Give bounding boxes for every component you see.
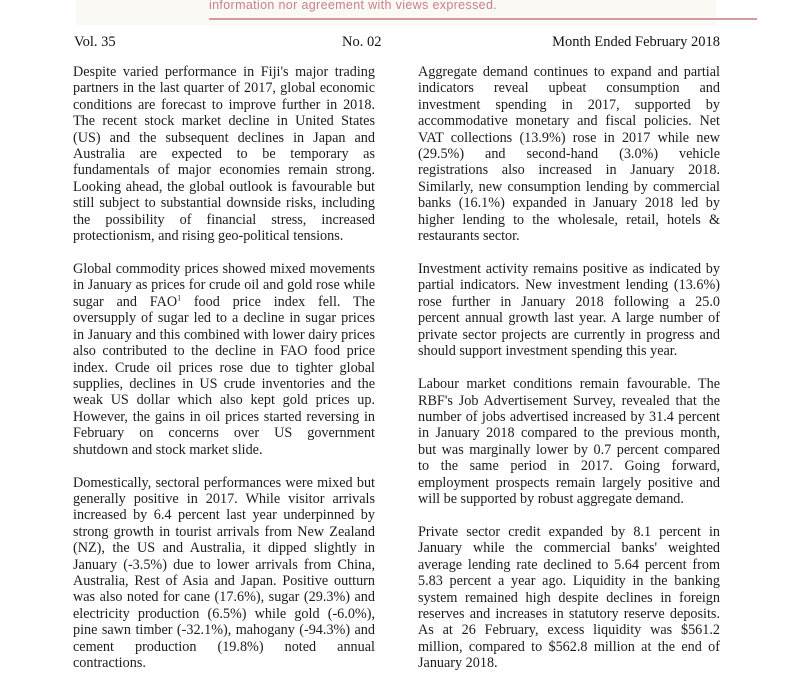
left-column xyxy=(73,64,375,688)
issue-number-label: No. 02 xyxy=(342,34,382,50)
issue-info-row xyxy=(74,34,720,52)
paragraph-domestic-sectors: Domestically, sectoral performances were mixed but generally positive in 2017. While visitor arrivals increased by 6.4 percent last year underpinned by strong growth in tourist arrivals from New Zealand (NZ), the US and Australia, it dipped slightly in January (-3.5%) due to lower arrivals from China, Australia, Rest of Asia and Japan. Positive outturn was also noted for cane (17.6%), sugar (29.3%) and electricity production (6.5%) while gold (-6.0%), pine sawn timber (-32.1%), mahogany (-94.3%) and cement production (19.8%) noted annual contractions. xyxy=(73,474,375,671)
commodity-text-before: Global commodity prices showed mixed movements in January as prices for crude oil and gold rose while sugar and FAO xyxy=(73,261,375,310)
right-column xyxy=(418,64,720,688)
commodity-text-after: food price index fell. The oversupply of sugar led to a decline in sugar prices in January and this combined with lower dairy prices also contributed to the decline in FAO food price index. Crude oil prices rose due to tighter global supplies, declines in US crude inventories and the weak US dollar which also kept gold prices up. However, the gains in oil prices started reversing in February on concerns over US government shutdown and stock market slide. xyxy=(73,293,375,458)
paragraph-aggregate-demand: Aggregate demand continues to expand and partial indicators reveal upbeat consumption and investment spending in 2017, supported by accommodative monetary and fiscal policies. Net VAT collections (13.9%) rose in 2017 while new (29.5%) and second-hand (3.0%) vehicle registrations also increased in January 2018. Similarly, new consumption lending by commercial banks (16.1%) expanded in January 2018 led by higher lending to the wholesale, retail, hotels & restaurants sector. xyxy=(418,64,720,245)
paragraph-labour-market: Labour market conditions remain favourable. The RBF's Job Advertisement Survey, revealed that the number of jobs advertised increased by 31.4 percent in January 2018 compared to the previous month, but was marginally lower by 0.7 percent compared to the same period in 2017. Going forward, employment prospects remain largely positive and will be supported by robust aggregate demand. xyxy=(418,376,720,507)
header-divider xyxy=(209,18,757,20)
footnote-marker: 1 xyxy=(177,293,182,303)
period-label: Month Ended February 2018 xyxy=(552,34,720,50)
paragraph-commodity-prices xyxy=(73,261,375,458)
paragraph-global-outlook: Despite varied performance in Fiji's major trading partners in the last quarter of 2017, global economic conditions are forecast to improve further in 2018. The recent stock market decline in United States (US) and the subsequent declines in Japan and Australia are expected to be temporary as fundamentals of major economies remain strong. Looking ahead, the global outlook is favourable but still subject to substantial downside risks, including the possibility of financial stress, increased protectionism, and rising geo-political tensions. xyxy=(73,64,375,245)
disclaimer-banner xyxy=(76,0,716,25)
volume-label: Vol. 35 xyxy=(74,34,116,50)
paragraph-investment-activity: Investment activity remains positive as indicated by partial indicators. New investment lending (13.6%) rose further in January 2018 following a 25.0 percent annual growth last year. A large number of private sector projects are currently in progress and should support investment spending this year. xyxy=(418,261,720,360)
paragraph-private-credit: Private sector credit expanded by 8.1 percent in January while the commercial banks' weighted average lending rate declined to 5.64 percent from 5.83 percent a year ago. Liquidity in the banking system remained high despite declines in foreign reserves and increases in statutory reserve deposits. As at 26 February, excess liquidity was $561.2 million, compared to $562.8 million at the end of January 2018. xyxy=(418,523,720,672)
disclaimer-text: information nor agreement with views expressed. xyxy=(209,0,498,12)
